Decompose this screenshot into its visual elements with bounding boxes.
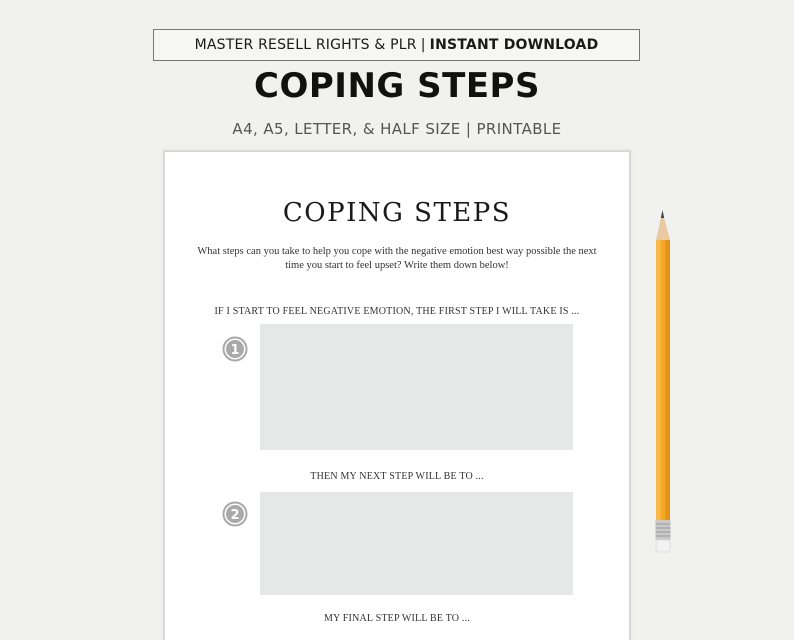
worksheet-intro: What steps can you take to help you cope with the negative emotion best way possible the next time you start to feel upset? Write them down below! (197, 246, 597, 271)
banner-license-text: MASTER RESELL RIGHTS & PLR (194, 37, 417, 53)
top-banner (153, 29, 640, 61)
step-1-prompt: IF I START TO FEEL NEGATIVE EMOTION, THE FIRST STEP I WILL TAKE IS ... (214, 306, 580, 317)
step-1-number: 1 (230, 343, 240, 358)
step-3-prompt: MY FINAL STEP WILL BE TO ... (323, 613, 471, 624)
pencil-icon (649, 210, 677, 570)
worksheet-title: COPING STEPS (282, 198, 512, 228)
step-2-number: 2 (230, 508, 240, 523)
step-2-badge-icon (222, 501, 248, 527)
step-1-badge-icon (222, 336, 248, 362)
step-1-answer-box[interactable] (260, 324, 573, 450)
worksheet-page (163, 150, 631, 640)
step-2-prompt: THEN MY NEXT STEP WILL BE TO ... (310, 471, 484, 482)
banner-separator: | (420, 37, 426, 53)
page-title: COPING STEPS (254, 66, 540, 106)
step-2-answer-box[interactable] (260, 492, 573, 595)
banner-download-text: INSTANT DOWNLOAD (429, 37, 599, 53)
page-subtitle: A4, A5, LETTER, & HALF SIZE | PRINTABLE (232, 120, 562, 138)
